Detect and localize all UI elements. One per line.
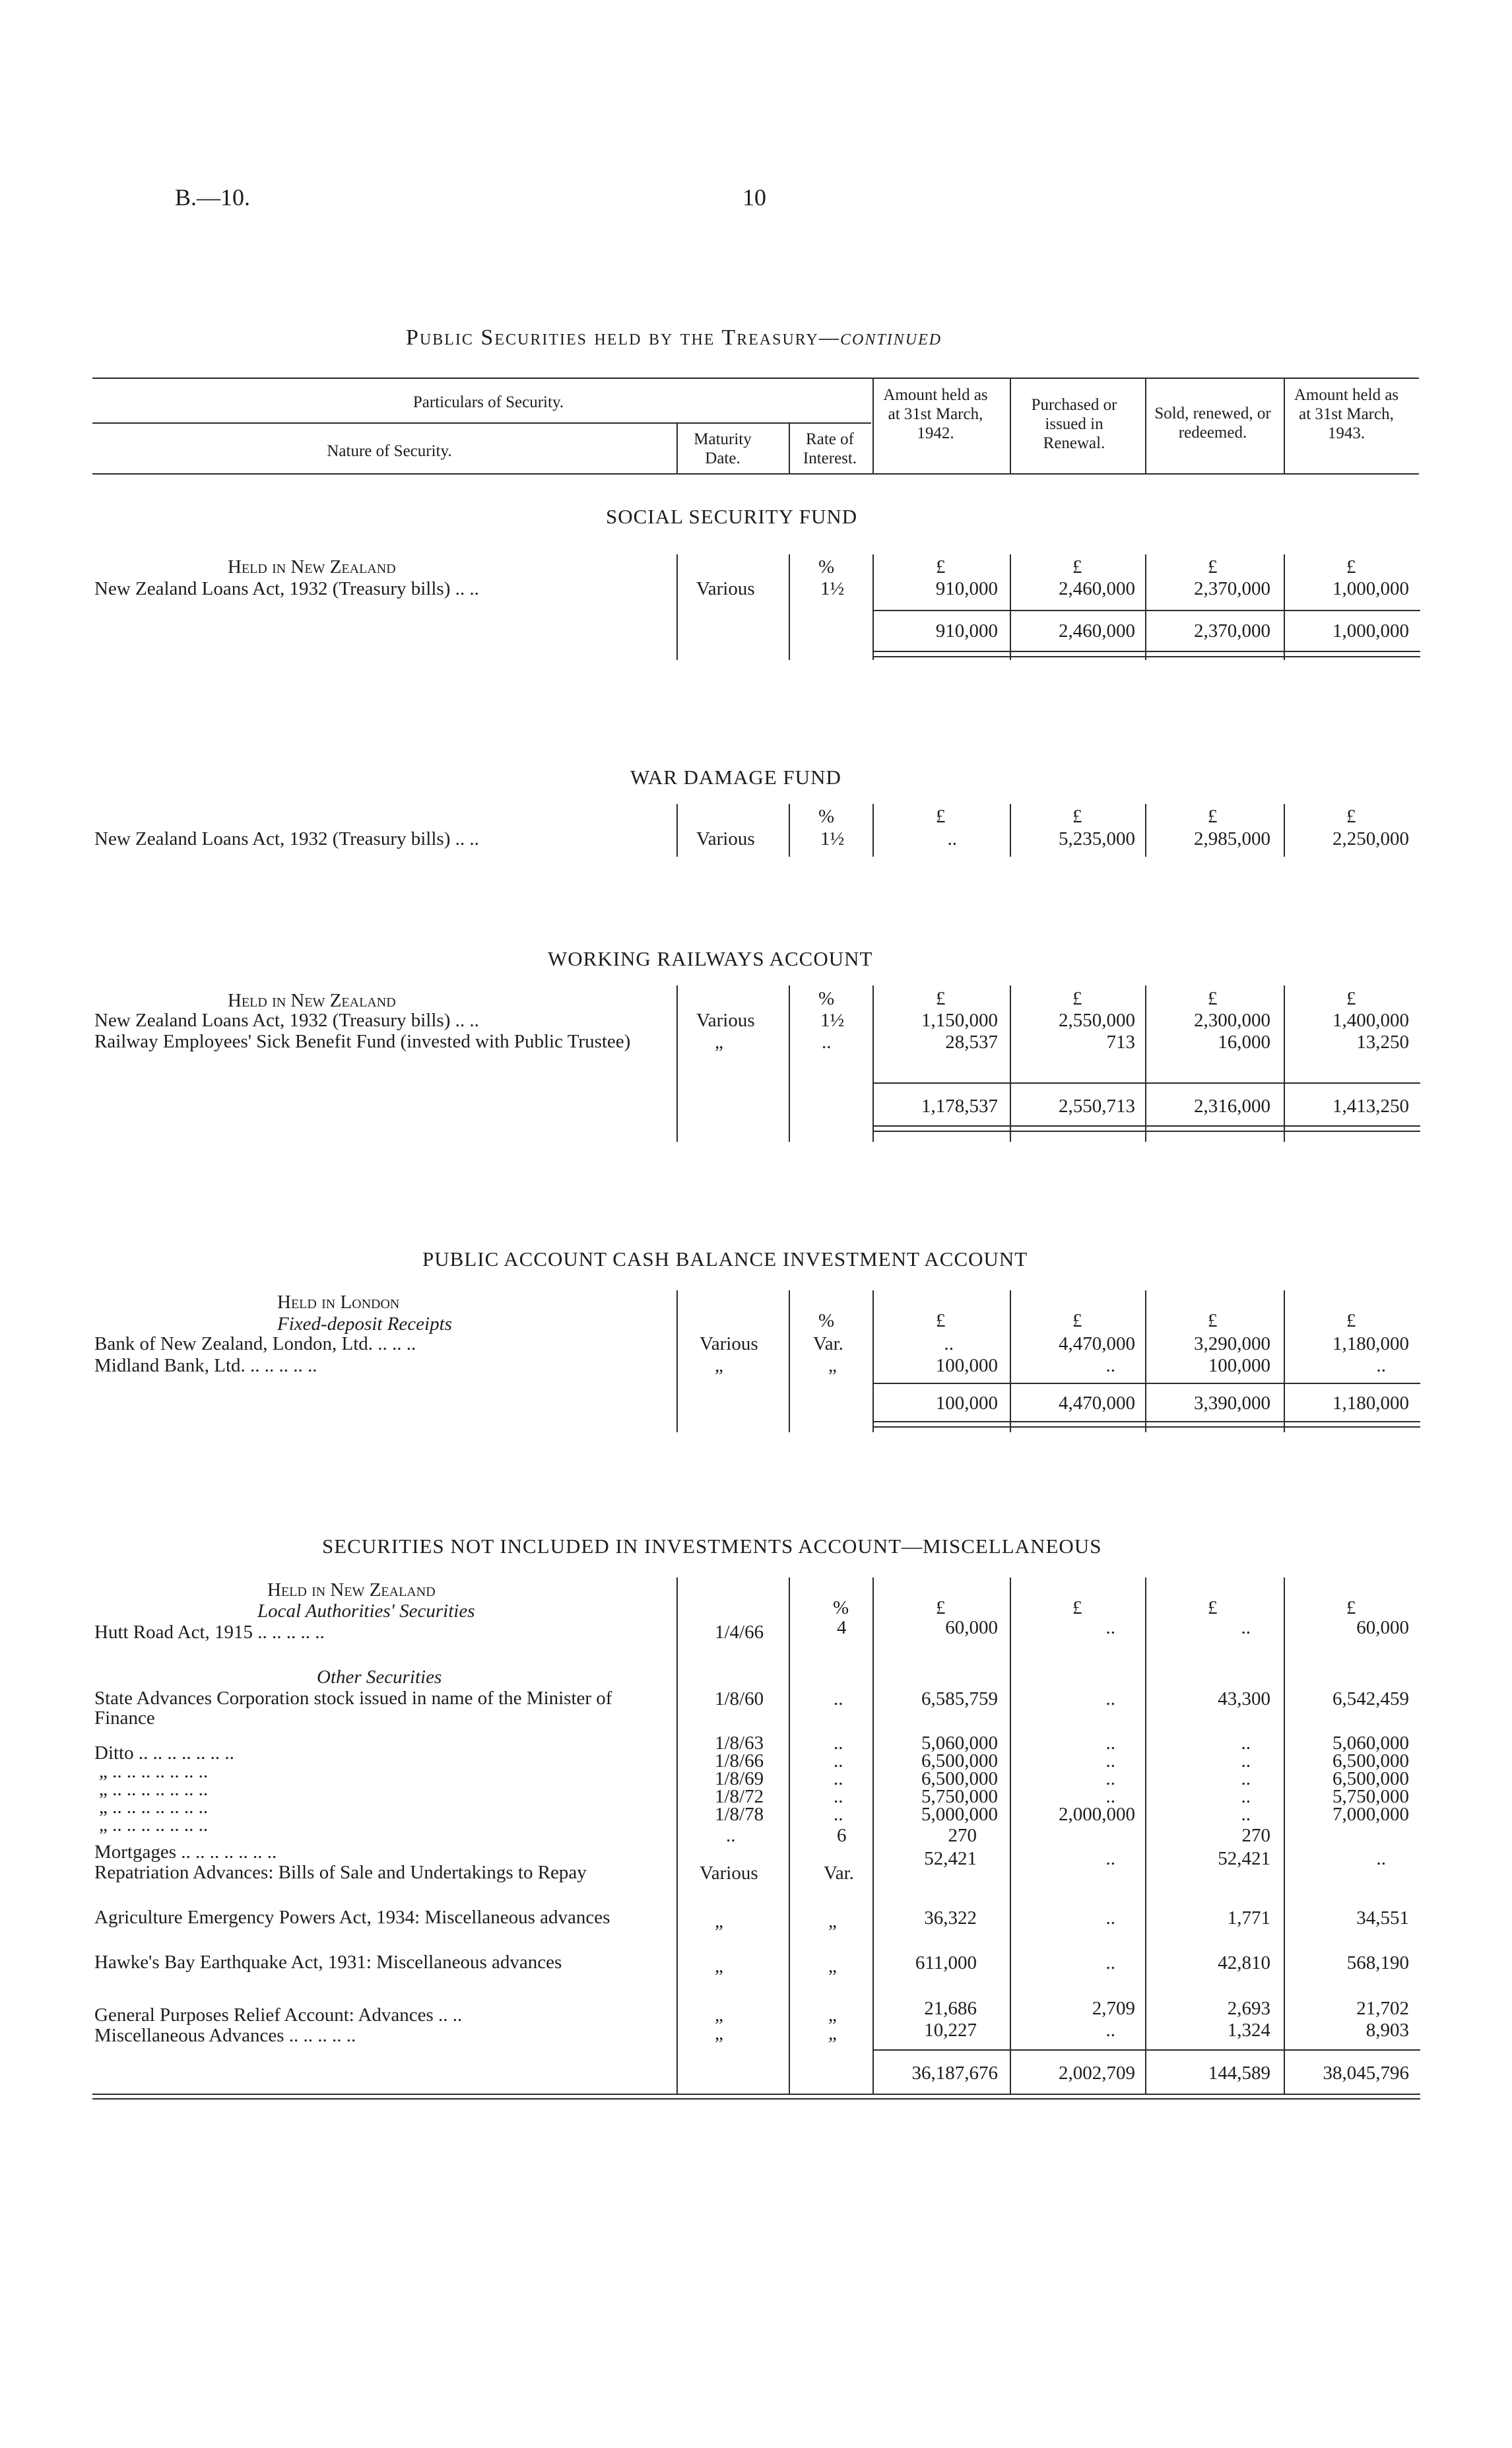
social-vline-3 (872, 554, 874, 660)
war-vline-6 (1284, 804, 1285, 857)
misc-row-2-sold: .. (1241, 1733, 1251, 1754)
misc-row-10-sold: 42,810 (1218, 1952, 1270, 1973)
railways-row1-sold: 2,300,000 (1194, 1010, 1270, 1031)
misc-row-3-sold: .. (1241, 1750, 1251, 1771)
misc-heading: SECURITIES NOT INCLUDED IN INVESTMENTS ACCOUNT—MISCELLANEOUS (322, 1535, 1102, 1558)
cash-row2-nature: Midland Bank, Ltd. .. .. .. .. .. (94, 1355, 317, 1376)
railways-total-rule (872, 1082, 1420, 1084)
cash-row2-rate: „ (828, 1355, 837, 1376)
misc-row-12-nature: Miscellaneous Advances .. .. .. .. .. (94, 2025, 356, 2046)
title-suffix: —continued (818, 325, 942, 350)
misc-subheading2-text: Local Authorities' Securities (257, 1601, 475, 1622)
railways-vline-6 (1284, 985, 1285, 1142)
misc-row-4-held-1942: 6,500,000 (921, 1768, 998, 1789)
hdr-vline-4 (1010, 378, 1011, 473)
misc-row-1-rate: .. (834, 1688, 843, 1709)
misc-row-0-sold: .. (1241, 1617, 1251, 1638)
social-total-rule (872, 610, 1420, 611)
cash-vline-3 (872, 1290, 874, 1432)
cash-vline-2 (789, 1290, 790, 1432)
social-vline-4 (1010, 554, 1011, 660)
cash-subheading: Held in London (277, 1292, 400, 1313)
misc-total-purchased: 2,002,709 (1059, 2063, 1135, 2084)
misc-row-8-held-1942: 52,421 (924, 1848, 977, 1869)
cash-pound-1: £ (936, 1310, 946, 1331)
misc-row-2-purchased: .. (1105, 1733, 1115, 1754)
misc-row-2-rate: .. (834, 1733, 843, 1754)
social-total-purchased: 2,460,000 (1059, 620, 1135, 642)
misc-row-8-held-1943: .. (1376, 1848, 1386, 1869)
cash-row2-purchased: .. (1105, 1355, 1115, 1376)
title-main: Public Securities held by the Treasury (406, 325, 819, 350)
social-row1-purchased: 2,460,000 (1059, 578, 1135, 599)
col-held-1943: Amount held as at 31st March, 1943. (1294, 386, 1399, 442)
railways-pct: % (818, 988, 835, 1009)
social-total-held-1942: 910,000 (935, 620, 998, 642)
cash-row2-maturity: „ (715, 1355, 723, 1376)
misc-row-12-held-1943: 8,903 (1365, 2020, 1409, 2041)
war-vline-3 (872, 804, 874, 857)
misc-row-3-rate: .. (834, 1750, 843, 1771)
railways-row1-nature: New Zealand Loans Act, 1932 (Treasury bills) .. .. (94, 1010, 479, 1031)
misc-vline-2 (789, 1577, 790, 2094)
misc-vline-1 (676, 1577, 678, 2094)
misc-row-10-held-1943: 568,190 (1346, 1952, 1409, 1973)
hdr-vline-6 (1284, 378, 1285, 473)
railways-row2-sold: 16,000 (1218, 1032, 1270, 1053)
misc-row-6-maturity: 1/8/78 (715, 1804, 764, 1825)
misc-total-held-1942: 36,187,676 (911, 2063, 998, 2084)
railways-row1-purchased: 2,550,000 (1059, 1010, 1135, 1031)
social-heading: SOCIAL SECURITY FUND (606, 505, 858, 528)
misc-row-0-maturity: 1/4/66 (715, 1622, 764, 1643)
railways-row2-held-1942: 28,537 (945, 1032, 998, 1053)
misc-row-0-nature: Hutt Road Act, 1915 .. .. .. .. .. (94, 1622, 325, 1643)
war-row1-purchased: 5,235,000 (1059, 828, 1135, 849)
railways-total-sold: 2,316,000 (1194, 1096, 1270, 1117)
war-vline-4 (1010, 804, 1011, 857)
misc-bottom-rule (92, 2094, 1420, 2095)
railways-vline-1 (676, 985, 678, 1142)
cash-total-double-rule (872, 1421, 1420, 1428)
misc-row-4-held-1943: 6,500,000 (1332, 1768, 1409, 1789)
col-nature: Nature of Security. (327, 442, 452, 460)
misc-row-4-rate: .. (834, 1768, 843, 1789)
misc-row-7-sold: 270 (1241, 1825, 1270, 1846)
hdr-vline-2 (789, 422, 790, 473)
misc-row-7-nature: Mortgages .. .. .. .. .. .. .. (94, 1841, 277, 1863)
railways-vline-2 (789, 985, 790, 1142)
misc-row-2-held-1943: 5,060,000 (1332, 1733, 1409, 1754)
misc-total-sold: 144,589 (1208, 2063, 1270, 2084)
misc-vline-4 (1010, 1577, 1011, 2094)
misc-row-9-nature: Agriculture Emergency Powers Act, 1934: Miscellaneous advances (94, 1907, 610, 1928)
misc-vline-6 (1284, 1577, 1285, 2094)
war-heading: WAR DAMAGE FUND (630, 766, 841, 789)
social-pound-3: £ (1208, 556, 1218, 578)
misc-row-12-rate: „ (828, 2023, 837, 2044)
col-held-1942: Amount held as at 31st March, 1942. (883, 386, 988, 442)
misc-row-6-sold: .. (1241, 1804, 1251, 1825)
col-maturity: Maturity Date. (694, 430, 752, 467)
railways-pound-3: £ (1208, 988, 1218, 1009)
railways-row1-rate: 1½ (820, 1010, 845, 1031)
cash-row2-held-1942: 100,000 (935, 1355, 998, 1376)
misc-row-0-held-1942: 60,000 (945, 1617, 998, 1638)
railways-subheading: Held in New Zealand (228, 990, 396, 1011)
misc-row-5-held-1943: 5,750,000 (1332, 1786, 1409, 1807)
misc-row-3-held-1942: 6,500,000 (921, 1750, 998, 1771)
misc-row-0-purchased: .. (1105, 1617, 1115, 1638)
social-vline-1 (676, 554, 678, 660)
cash-pct: % (818, 1310, 835, 1331)
misc-row-4-maturity: 1/8/69 (715, 1768, 764, 1789)
misc-subheading3 (317, 1667, 442, 1688)
misc-row-9-maturity: „ (715, 1911, 723, 1932)
misc-row-9-purchased: .. (1105, 1907, 1115, 1929)
misc-row-3-purchased: .. (1105, 1750, 1115, 1771)
cash-row1-maturity: Various (700, 1333, 758, 1354)
misc-row-8-nature: Repatriation Advances: Bills of Sale and Undertakings to Repay (94, 1862, 587, 1883)
social-row1-rate: 1½ (820, 578, 845, 599)
cash-total-purchased: 4,470,000 (1059, 1393, 1135, 1414)
misc-row-1-nature: State Advances Corporation stock issued in name of the Minister of Finance (94, 1688, 612, 1729)
misc-row-8-rate: Var. (824, 1863, 854, 1884)
railways-row2-maturity: „ (715, 1032, 723, 1053)
social-vline-6 (1284, 554, 1285, 660)
railways-total-purchased: 2,550,713 (1059, 1096, 1135, 1117)
railways-total-double-rule (872, 1125, 1420, 1132)
war-row1-rate: 1½ (820, 828, 845, 849)
cash-row1-purchased: 4,470,000 (1059, 1333, 1135, 1354)
misc-row-1-held-1943: 6,542,459 (1332, 1688, 1409, 1709)
social-row1-held-1942: 910,000 (935, 578, 998, 599)
railways-vline-3 (872, 985, 874, 1142)
cash-subheading2-text: Fixed-deposit Receipts (277, 1313, 452, 1335)
misc-row-7-maturity: .. (726, 1825, 736, 1846)
header-top-rule (92, 378, 1419, 379)
railways-row1-maturity: Various (696, 1010, 755, 1031)
misc-vline-5 (1145, 1577, 1146, 2094)
misc-row-6-held-1943: 7,000,000 (1332, 1804, 1409, 1825)
social-row1-sold: 2,370,000 (1194, 578, 1270, 599)
misc-row-6-held-1942: 5,000,000 (921, 1804, 998, 1825)
social-pound-2: £ (1072, 556, 1082, 578)
war-vline-2 (789, 804, 790, 857)
cash-vline-1 (676, 1290, 678, 1432)
cash-row1-nature: Bank of New Zealand, London, Ltd. .. .. .. (94, 1333, 416, 1354)
cash-row1-rate: Var. (813, 1333, 843, 1354)
railways-total-held-1943: 1,413,250 (1332, 1096, 1409, 1117)
misc-row-8-maturity: Various (700, 1863, 758, 1884)
cash-row1-held-1943: 1,180,000 (1332, 1333, 1409, 1354)
misc-row-1-held-1942: 6,585,759 (921, 1688, 998, 1709)
railways-vline-4 (1010, 985, 1011, 1142)
cash-total-sold: 3,390,000 (1194, 1393, 1270, 1414)
misc-row-10-nature: Hawke's Bay Earthquake Act, 1931: Miscellaneous advances (94, 1952, 562, 1973)
misc-total-rule (872, 2049, 1420, 2051)
war-pound-4: £ (1346, 806, 1356, 827)
social-row1-maturity: Various (696, 578, 755, 599)
war-pound-3: £ (1208, 806, 1218, 827)
misc-row-8-purchased: .. (1105, 1848, 1115, 1869)
social-pct: % (818, 556, 835, 578)
misc-row-5-sold: .. (1241, 1786, 1251, 1807)
misc-row-12-maturity: „ (715, 2023, 723, 2044)
misc-row-2-nature: Ditto .. .. .. .. .. .. .. (94, 1742, 234, 1764)
social-total-held-1943: 1,000,000 (1332, 620, 1409, 642)
misc-pound-1: £ (936, 1597, 946, 1618)
col-purchased: Purchased or issued in Renewal. (1031, 396, 1117, 452)
railways-row1-held-1943: 1,400,000 (1332, 1010, 1409, 1031)
cash-row2-sold: 100,000 (1208, 1355, 1270, 1376)
misc-row-3-held-1943: 6,500,000 (1332, 1750, 1409, 1771)
misc-row-5-rate: .. (834, 1786, 843, 1807)
misc-row-5-maturity: 1/8/72 (715, 1786, 764, 1807)
social-pound-1: £ (936, 556, 946, 578)
cash-row2-held-1943: .. (1376, 1355, 1386, 1376)
social-vline-2 (789, 554, 790, 660)
cash-row1-sold: 3,290,000 (1194, 1333, 1270, 1354)
misc-row-0-rate: 4 (837, 1617, 847, 1638)
railways-pound-1: £ (936, 988, 946, 1009)
war-row1-nature: New Zealand Loans Act, 1932 (Treasury bills) .. .. (94, 828, 479, 849)
railways-pound-2: £ (1072, 988, 1082, 1009)
misc-row-7-held-1942: 270 (948, 1825, 977, 1846)
misc-row-10-held-1942: 611,000 (915, 1952, 977, 1973)
misc-total-held-1943: 38,045,796 (1323, 2063, 1409, 2084)
misc-vline-3 (872, 1577, 874, 2094)
page-title (406, 325, 942, 350)
social-row1-nature: New Zealand Loans Act, 1932 (Treasury bills) .. .. (94, 578, 479, 599)
social-vline-5 (1145, 554, 1146, 660)
misc-subheading3-text: Other Securities (317, 1667, 442, 1688)
cash-vline-5 (1145, 1290, 1146, 1432)
misc-row-12-purchased: .. (1105, 2020, 1115, 2041)
col-rate: Rate of Interest. (803, 430, 857, 467)
col-sold: Sold, renewed, or redeemed. (1154, 405, 1271, 442)
misc-row-7-rate: 6 (837, 1825, 847, 1846)
misc-subheading: Held in New Zealand (267, 1579, 436, 1601)
war-pound-1: £ (936, 806, 946, 827)
particulars-rule (92, 422, 871, 424)
railways-pound-4: £ (1346, 988, 1356, 1009)
hdr-vline-1 (676, 422, 678, 473)
misc-row-4-sold: .. (1241, 1768, 1251, 1789)
war-row1-held-1942: .. (947, 828, 957, 849)
social-total-sold: 2,370,000 (1194, 620, 1270, 642)
misc-row-6-purchased: 2,000,000 (1059, 1804, 1135, 1825)
social-pound-4: £ (1346, 556, 1356, 578)
misc-row-2-held-1942: 5,060,000 (921, 1733, 998, 1754)
misc-row-12-held-1942: 10,227 (924, 2020, 977, 2041)
misc-row-3-nature: „ .. .. .. .. .. .. .. (99, 1761, 209, 1782)
hdr-vline-3 (872, 378, 874, 473)
misc-pound-4: £ (1346, 1597, 1356, 1618)
misc-row-9-held-1943: 34,551 (1356, 1907, 1409, 1929)
war-vline-5 (1145, 804, 1146, 857)
war-row1-maturity: Various (696, 828, 755, 849)
cash-total-held-1942: 100,000 (935, 1393, 998, 1414)
railways-row2-rate: .. (822, 1032, 832, 1053)
misc-row-8-sold: 52,421 (1218, 1848, 1270, 1869)
misc-row-1-purchased: .. (1105, 1688, 1115, 1709)
cash-vline-6 (1284, 1290, 1285, 1432)
misc-row-11-sold: 2,693 (1227, 1998, 1270, 2019)
misc-row-5-nature: „ .. .. .. .. .. .. .. (99, 1797, 209, 1818)
railways-row2-held-1943: 13,250 (1356, 1032, 1409, 1053)
cash-pound-2: £ (1072, 1310, 1082, 1331)
misc-subheading2 (257, 1601, 475, 1622)
social-subheading: Held in New Zealand (228, 556, 396, 578)
misc-row-6-rate: .. (834, 1804, 843, 1825)
railways-total-held-1942: 1,178,537 (921, 1096, 998, 1117)
misc-row-10-purchased: .. (1105, 1952, 1115, 1973)
cash-pound-4: £ (1346, 1310, 1356, 1331)
misc-row-10-rate: „ (828, 1956, 837, 1977)
page-reference: B.—10. (175, 184, 251, 211)
social-total-double-rule (872, 651, 1420, 657)
misc-row-6-nature: „ .. .. .. .. .. .. .. (99, 1814, 209, 1836)
cash-pound-3: £ (1208, 1310, 1218, 1331)
misc-row-0-held-1943: 60,000 (1356, 1617, 1409, 1638)
war-row1-sold: 2,985,000 (1194, 828, 1270, 849)
misc-row-9-held-1942: 36,322 (924, 1907, 977, 1929)
misc-row-1-maturity: 1/8/60 (715, 1688, 764, 1709)
misc-row-4-purchased: .. (1105, 1768, 1115, 1789)
misc-row-9-rate: „ (828, 1911, 837, 1932)
misc-row-12-sold: 1,324 (1227, 2020, 1270, 2041)
col-particulars: Particulars of Security. (412, 393, 564, 411)
misc-row-11-held-1942: 21,686 (924, 1998, 977, 2019)
misc-row-5-held-1942: 5,750,000 (921, 1786, 998, 1807)
misc-row-11-maturity: „ (715, 2004, 723, 2026)
misc-pct: % (833, 1597, 849, 1618)
misc-row-5-purchased: .. (1105, 1786, 1115, 1807)
misc-row-3-maturity: 1/8/66 (715, 1750, 764, 1771)
misc-bottom-rule-2 (92, 2098, 1420, 2100)
page-number: 10 (742, 184, 766, 211)
misc-pound-3: £ (1208, 1597, 1218, 1618)
misc-row-4-nature: „ .. .. .. .. .. .. .. (99, 1779, 209, 1800)
misc-row-9-sold: 1,771 (1227, 1907, 1270, 1929)
header-bottom-rule (92, 473, 1419, 475)
misc-row-1-sold: 43,300 (1218, 1688, 1270, 1709)
misc-row-10-maturity: „ (715, 1956, 723, 1977)
misc-row-11-held-1943: 21,702 (1356, 1998, 1409, 2019)
cash-row1-held-1942: .. (944, 1333, 954, 1354)
misc-row-11-nature: General Purposes Relief Account: Advances .. .. (94, 2004, 463, 2026)
railways-heading: WORKING RAILWAYS ACCOUNT (548, 947, 873, 970)
cash-total-rule (872, 1383, 1420, 1384)
misc-row-11-purchased: 2,709 (1092, 1998, 1135, 2019)
cash-vline-4 (1010, 1290, 1011, 1432)
railways-row2-purchased: 713 (1106, 1032, 1135, 1053)
social-row1-held-1943: 1,000,000 (1332, 578, 1409, 599)
war-row1-held-1943: 2,250,000 (1332, 828, 1409, 849)
cash-total-held-1943: 1,180,000 (1332, 1393, 1409, 1414)
war-pct: % (818, 806, 835, 827)
misc-row-11-rate: „ (828, 2004, 837, 2026)
railways-row2-nature: Railway Employees' Sick Benefit Fund (invested with Public Trustee) (94, 1031, 631, 1052)
railways-vline-5 (1145, 985, 1146, 1142)
hdr-vline-5 (1145, 378, 1146, 473)
war-vline-1 (676, 804, 678, 857)
railways-row1-held-1942: 1,150,000 (921, 1010, 998, 1031)
war-pound-2: £ (1072, 806, 1082, 827)
misc-row-2-maturity: 1/8/63 (715, 1733, 764, 1754)
cash-heading: PUBLIC ACCOUNT CASH BALANCE INVESTMENT ACCOUNT (422, 1247, 1028, 1271)
cash-subheading2 (277, 1313, 452, 1335)
misc-pound-2: £ (1072, 1597, 1082, 1618)
